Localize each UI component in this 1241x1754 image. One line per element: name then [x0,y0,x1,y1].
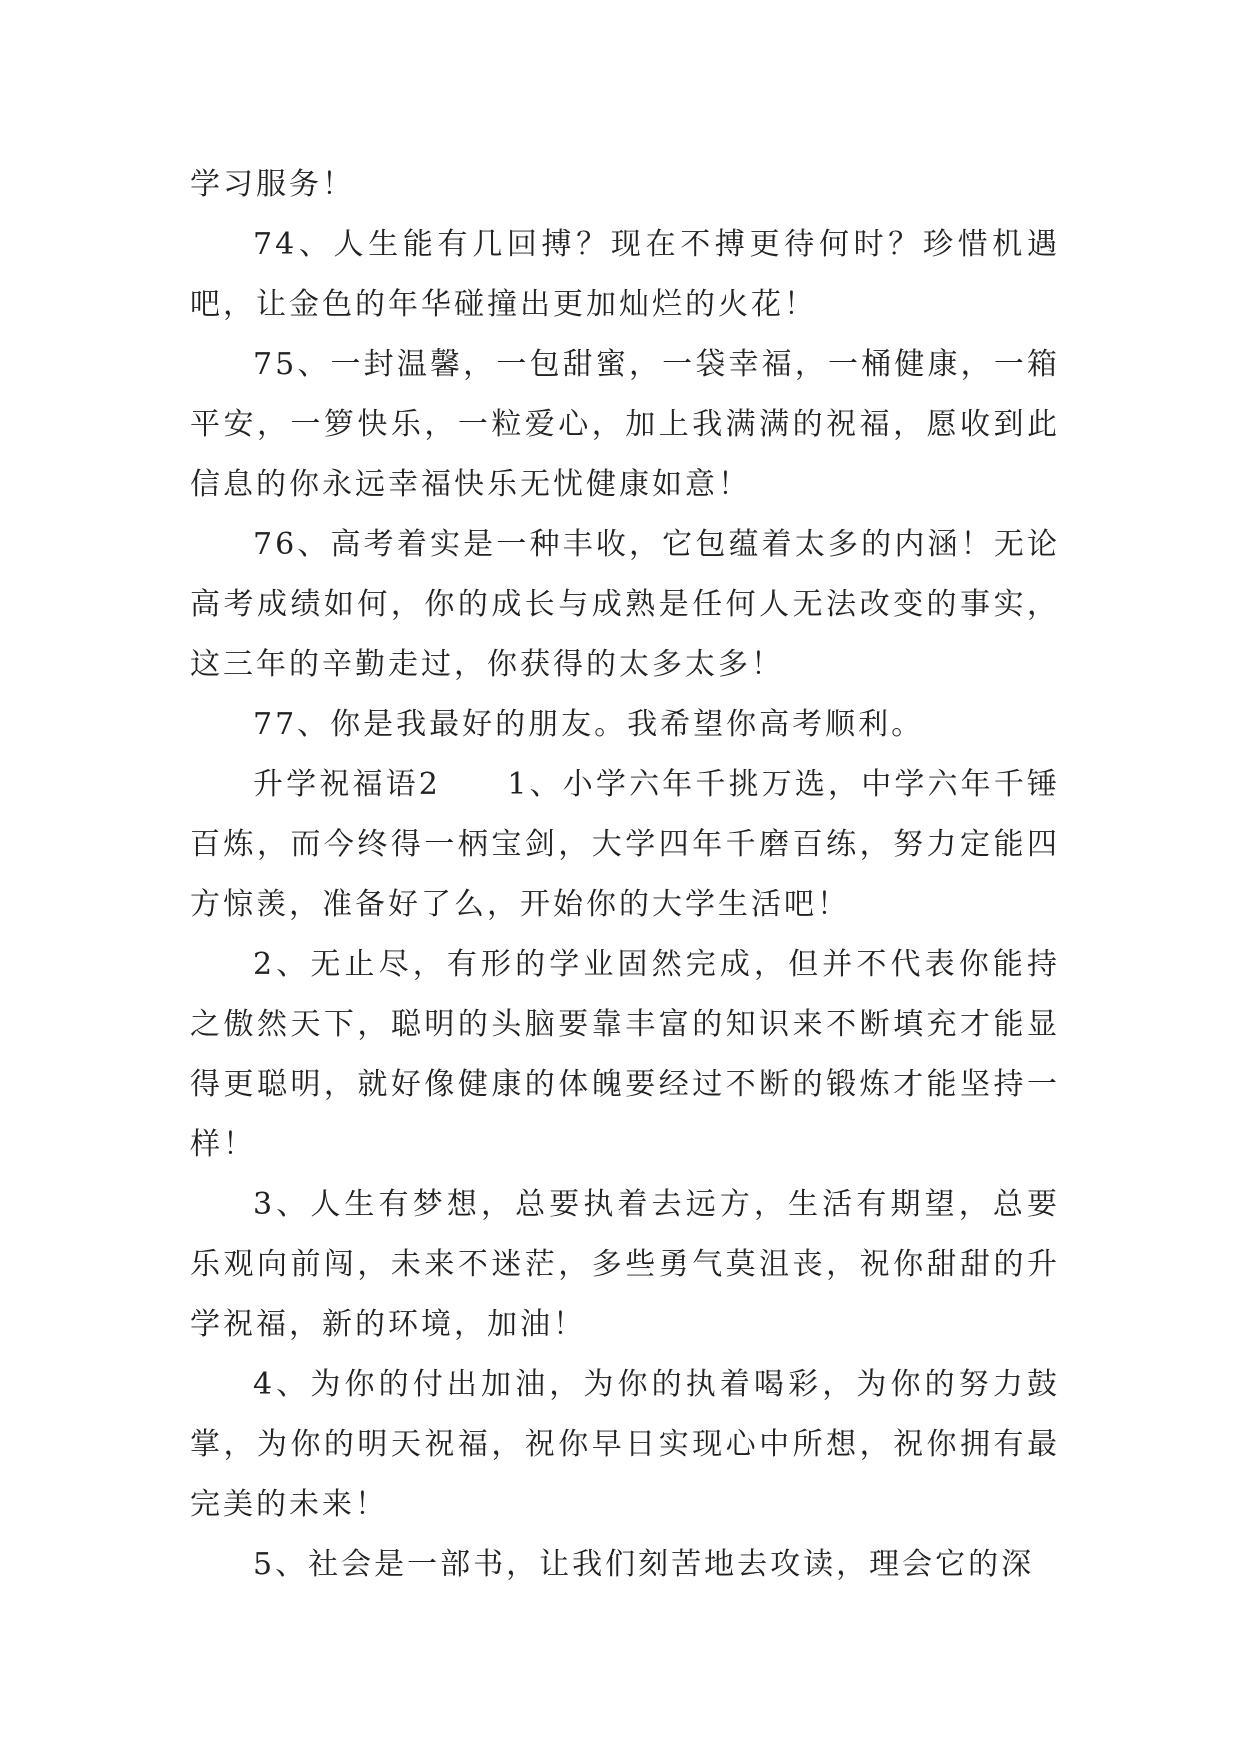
paragraph-item-2: 2、无止尽，有形的学业固然完成，但并不代表你能持之傲然天下，聪明的头脑要靠丰富的知识来不断填充才能显得更聪明，就好像健康的体魄要经过不断的锻炼才能坚持一样！ [190,947,1060,1162]
paragraph-74: 74、人生能有几回搏？现在不搏更待何时？珍惜机遇吧，让金色的年华碰撞出更加灿烂的火花！ [190,227,1060,322]
paragraph-77: 77、你是我最好的朋友。我希望你高考顺利。 [253,707,925,742]
paragraph-75: 75、一封温馨，一包甜蜜，一袋幸福，一桶健康，一箱平安，一箩快乐，一粒爱心，加上我满满的祝福，愿收到此信息的你永远幸福快乐无忧健康如意！ [190,347,1060,502]
paragraph-item-4: 4、为你的付出加油，为你的执着喝彩，为你的努力鼓掌，为你的明天祝福，祝你早日实现心中所想，祝你拥有最完美的未来！ [190,1367,1060,1522]
paragraph-section-2-item-1: 升学祝福语2 1、小学六年千挑万选，中学六年千锤百炼，而今终得一柄宝剑，大学四年千磨百练，努力定能四方惊羡，准备好了么，开始你的大学生活吧！ [190,767,1060,922]
paragraph-item-5: 5、社会是一部书，让我们刻苦地去攻读，理会它的深 [253,1547,1035,1582]
document-body [190,155,1060,1595]
paragraph-continuation: 学习服务！ [190,167,355,202]
paragraph-76: 76、高考着实是一种丰收，它包蕴着太多的内涵！无论高考成绩如何，你的成长与成熟是任何人无法改变的事实，这三年的辛勤走过，你获得的太多太多！ [190,527,1060,682]
paragraph-item-3: 3、人生有梦想，总要执着去远方，生活有期望，总要乐观向前闯，未来不迷茫，多些勇气莫沮丧，祝你甜甜的升学祝福，新的环境，加油！ [190,1187,1060,1342]
